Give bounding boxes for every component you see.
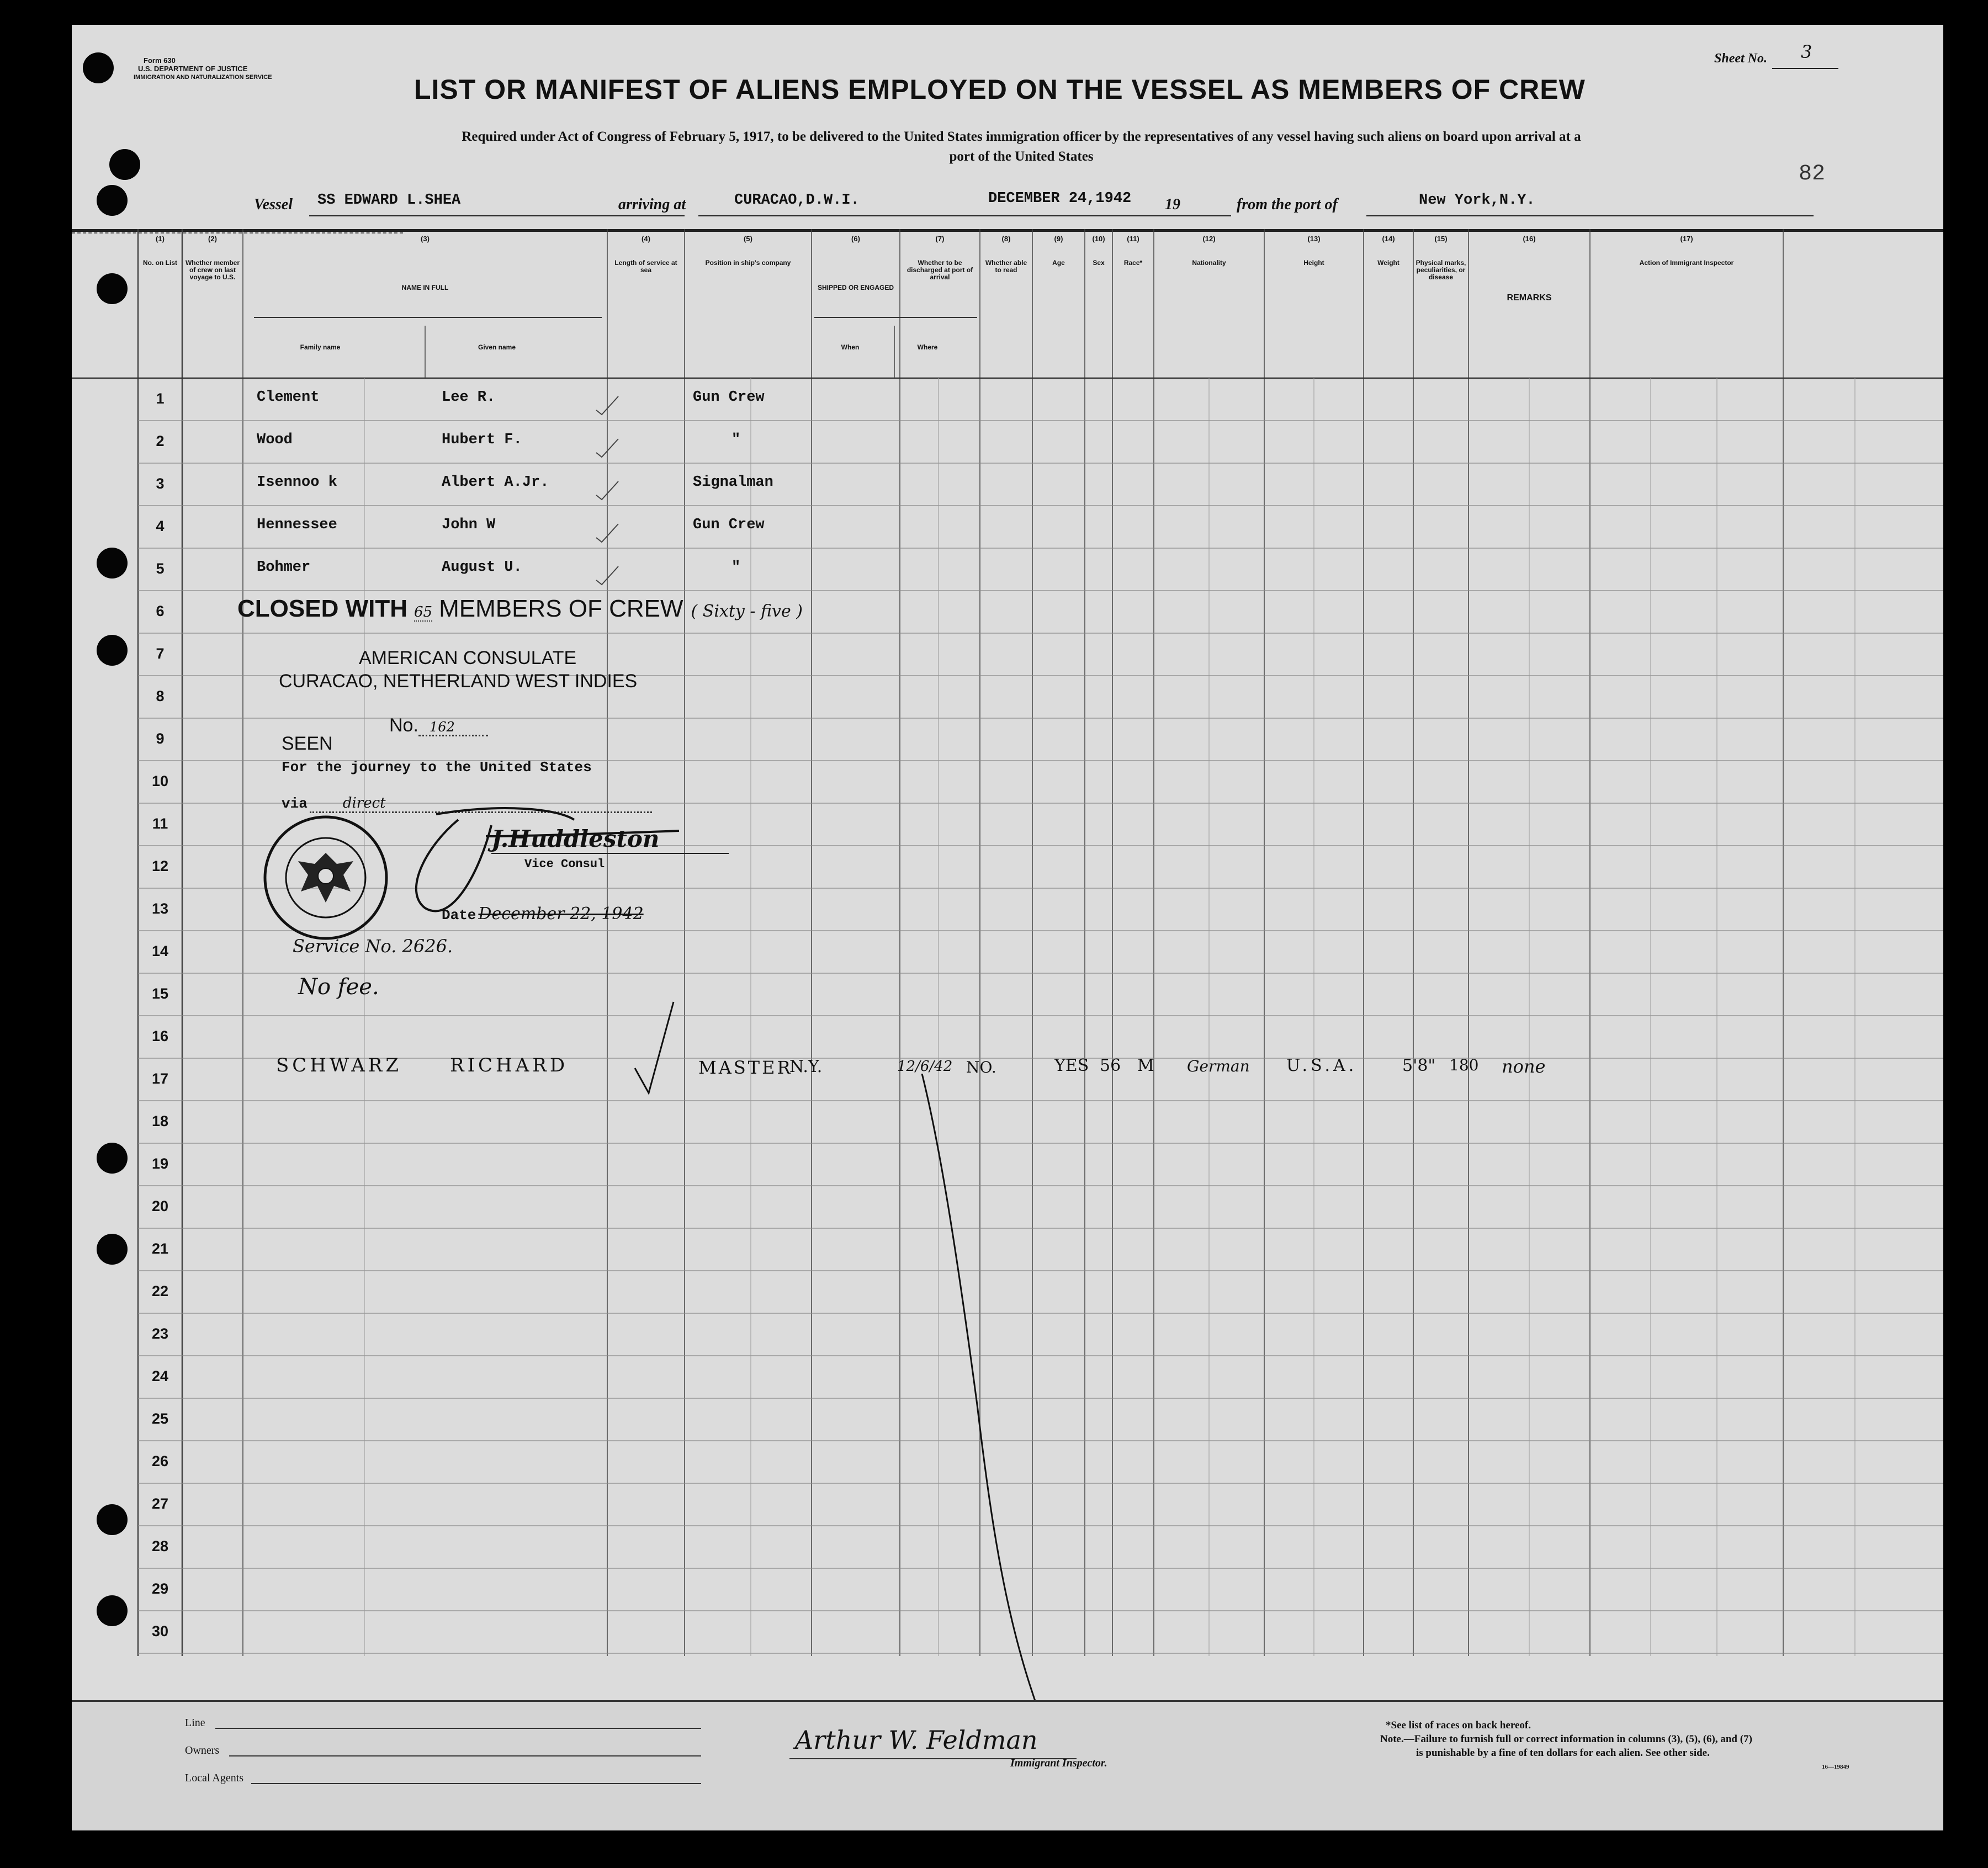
master-engaged-when: 12/6/42 (897, 1058, 953, 1075)
column-header: Whether to be discharged at port of arrival (906, 259, 973, 281)
punch-hole-icon (97, 1504, 128, 1535)
master-family-name: SCHWARZ (276, 1054, 402, 1076)
row-number: 26 (151, 1453, 169, 1469)
row-number: 1 (156, 390, 165, 407)
visa-date-value: December 22, 1942 (478, 904, 644, 924)
from-port: New York,N.Y. (1419, 192, 1535, 209)
row-number: 2 (156, 433, 165, 449)
footer-owners-label: Owners (185, 1744, 220, 1756)
column-header: Race* (1123, 259, 1143, 267)
year-label: 19 (1165, 196, 1180, 213)
row-number: 10 (151, 773, 169, 789)
from-port-line (1366, 215, 1814, 216)
row-number: 17 (151, 1070, 169, 1087)
master-height: 5'8" (1402, 1056, 1436, 1075)
department-name: U.S. DEPARTMENT OF JUSTICE (138, 65, 248, 73)
column-number: (17) (1680, 235, 1693, 243)
master-nationality: U.S.A. (1286, 1056, 1358, 1075)
manifest-sheet (72, 25, 1943, 1829)
punch-hole-icon (83, 52, 114, 83)
arriving-port: CURACAO,D.W.I. (734, 192, 860, 209)
inspector-label: Immigrant Inspector. (1010, 1757, 1107, 1769)
closing-count: 65 (413, 604, 433, 620)
footer-agents-label: Local Agents (185, 1772, 244, 1784)
crew-given-name: John W (442, 517, 496, 533)
subheader-where: Where (917, 343, 938, 351)
footer-note-2: Note.—Failure to furnish full or correct information in columns (3), (5), (6), and (7) (1380, 1733, 1752, 1745)
row-number: 6 (156, 603, 165, 619)
row-number: 8 (156, 688, 165, 704)
punch-hole-icon (97, 1595, 128, 1626)
row-number: 27 (151, 1495, 169, 1512)
row-number: 12 (151, 858, 169, 874)
row-number: 18 (151, 1113, 169, 1129)
consul-signature: J.Huddleston (491, 825, 660, 852)
sheet-label: Sheet No. (1714, 51, 1767, 66)
crew-family-name: Clement (257, 389, 320, 406)
crew-given-name: Hubert F. (442, 432, 522, 448)
crew-given-name: Lee R. (442, 389, 496, 406)
row-number: 9 (156, 730, 165, 747)
footer-note-1: *See list of races on back hereof. (1386, 1720, 1531, 1731)
column-number: (2) (208, 235, 217, 243)
column-header: Sex (1093, 259, 1105, 267)
row-number: 23 (151, 1325, 169, 1342)
master-sex: M (1137, 1056, 1154, 1075)
row-number: 7 (156, 645, 165, 662)
crew-given-name: August U. (442, 559, 522, 576)
via-label: via (282, 795, 308, 812)
column-number: (14) (1382, 235, 1395, 243)
footer-area (72, 1700, 1943, 1830)
master-given-name: RICHARD (450, 1054, 569, 1076)
form-number: Form 630 (144, 56, 176, 65)
consulate-no-value: 162 (418, 719, 488, 736)
column-number: (7) (935, 235, 945, 243)
service-checkmark-icon (593, 564, 621, 586)
footer-owners-rule (229, 1755, 701, 1756)
row-number: 25 (151, 1410, 169, 1427)
crew-position: Gun Crew (693, 389, 765, 406)
consul-line (491, 853, 729, 854)
master-age: 56 (1100, 1056, 1121, 1075)
column-number: (3) (421, 235, 430, 243)
row-number: 20 (151, 1198, 169, 1214)
row-number: 15 (151, 985, 169, 1002)
form-subtitle-2: port of the United States (949, 149, 1094, 164)
column-header: NAME IN FULL (401, 284, 449, 291)
form-subtitle-1: Required under Act of Congress of February 5, 1917, to be delivered to the United States immigration officer by the representatives of any vessel having such aliens on board upon arrival at a (462, 129, 1581, 144)
consulate-number (389, 715, 488, 736)
service-number: Service No. 2626. (293, 936, 453, 957)
column-number: (5) (744, 235, 752, 243)
punch-hole-icon (97, 185, 128, 216)
punch-hole-icon (109, 149, 140, 180)
row-number: 21 (151, 1240, 169, 1257)
column-number: (8) (1001, 235, 1011, 243)
seen-label: SEEN (282, 733, 333, 754)
visa-date (442, 904, 644, 924)
column-header: Nationality (1192, 259, 1226, 267)
master-engaged-where: N.Y. (789, 1057, 823, 1076)
footer-note-3: is punishable by a fine of ten dollars for each alien. See other side. (1416, 1747, 1710, 1759)
row-number: 22 (151, 1283, 169, 1299)
via-value: direct (310, 795, 652, 813)
row-number: 3 (156, 475, 165, 492)
crew-position: " (731, 559, 741, 576)
column-number: (6) (851, 235, 860, 243)
column-number: (4) (642, 235, 650, 243)
column-number: (12) (1202, 235, 1216, 243)
row-number: 16 (151, 1028, 169, 1044)
date-line (933, 215, 1231, 216)
closing-count-words: ( Sixty - five ) (691, 602, 803, 621)
punch-hole-icon (97, 273, 128, 304)
footer-agents-rule (251, 1783, 701, 1784)
column-number: (15) (1434, 235, 1448, 243)
crew-position: " (731, 432, 741, 448)
consulate-no-label: No. (389, 715, 418, 736)
footer-line-label: Line (185, 1717, 205, 1729)
journey-text: For the journey to the United States (282, 759, 592, 776)
service-checkmark-icon (593, 521, 621, 543)
row-number: 13 (151, 900, 169, 917)
service-checkmark-icon (593, 394, 621, 416)
vessel-name: SS EDWARD L.SHEA (317, 192, 461, 209)
punch-hole-icon (97, 1143, 128, 1174)
closed-with-text: CLOSED WITH (237, 595, 407, 622)
master-weight: 180 (1449, 1056, 1479, 1074)
row-number: 5 (156, 560, 165, 577)
row-number: 30 (151, 1623, 169, 1639)
crew-position: Gun Crew (693, 517, 765, 533)
column-header: SHIPPED OR ENGAGED (817, 284, 894, 291)
master-position: MASTER (698, 1057, 793, 1078)
row-number: 29 (151, 1580, 169, 1597)
row-number: 14 (151, 943, 169, 959)
footer-line-rule (215, 1728, 701, 1729)
sheet-line (1772, 68, 1838, 69)
column-number: (9) (1054, 235, 1063, 243)
column-header: Height (1303, 259, 1324, 267)
vessel-label: Vessel (254, 196, 293, 213)
column-number: (11) (1127, 235, 1139, 243)
row-number: 24 (151, 1368, 169, 1384)
column-number: (10) (1092, 235, 1105, 243)
column-number: (13) (1307, 235, 1321, 243)
inspector-signature: Arthur W. Feldman (795, 1725, 1038, 1755)
row-number: 4 (156, 518, 165, 534)
subheader-given-name: Given name (478, 343, 516, 351)
column-number: (1) (156, 235, 165, 243)
master-service-checkmark (624, 996, 679, 1096)
fee-note: No fee. (298, 974, 379, 1000)
row-number: 19 (151, 1155, 169, 1172)
crew-family-name: Bohmer (257, 559, 311, 576)
pen-stroke-line (845, 1074, 1065, 1769)
service-checkmark-icon (593, 479, 621, 501)
column-header: Position in ship's company (705, 259, 791, 267)
punch-hole-icon (97, 548, 128, 579)
crew-family-name: Isennoo k (257, 474, 337, 491)
column-header: Age (1052, 259, 1065, 267)
crew-family-name: Hennessee (257, 517, 337, 533)
footer-code: 16—19849 (1822, 1764, 1849, 1770)
column-header: No. on List (143, 259, 177, 267)
subheader-when: When (841, 343, 860, 351)
arrival-date: DECEMBER 24,1942 (988, 190, 1132, 207)
service-checkmark-icon (593, 436, 621, 458)
visa-date-label: Date (442, 907, 476, 924)
crew-given-name: Albert A.Jr. (442, 474, 549, 491)
column-number: (16) (1523, 235, 1536, 243)
master-race: German (1187, 1057, 1250, 1075)
row-number: 28 (151, 1538, 169, 1554)
column-header: Action of Immigrant Inspector (1639, 259, 1734, 267)
consulate-line-1: AMERICAN CONSULATE (359, 648, 577, 668)
column-header: Whether able to read (985, 259, 1027, 274)
members-of-crew-text: MEMBERS OF CREW (439, 595, 683, 622)
column-header: Whether member of crew on last voyage to U.S. (185, 259, 240, 281)
sheet-number: 3 (1801, 41, 1812, 62)
crew-position: Signalman (693, 474, 773, 491)
column-header: Weight (1377, 259, 1399, 267)
row-number: 11 (152, 815, 168, 832)
page-reference: 82 (1799, 162, 1826, 187)
arriving-label: arriving at (618, 196, 686, 213)
punch-hole-icon (97, 635, 128, 666)
column-header: REMARKS (1507, 293, 1552, 303)
form-title: LIST OR MANIFEST OF ALIENS EMPLOYED ON THE VESSEL AS MEMBERS OF CREW (414, 74, 1586, 105)
column-header: Length of service at sea (614, 259, 677, 274)
subheader-family-name: Family name (300, 343, 341, 351)
crew-family-name: Wood (257, 432, 293, 448)
consul-label: Vice Consul (524, 857, 605, 871)
master-discharged: NO. (966, 1058, 996, 1076)
vessel-line (309, 215, 685, 216)
consulate-seal-icon (259, 809, 392, 947)
service-name: IMMIGRATION AND NATURALIZATION SERVICE (134, 74, 272, 81)
consulate-line-2: CURACAO, NETHERLAND WEST INDIES (279, 671, 638, 692)
master-marks: none (1502, 1056, 1546, 1077)
column-header: Physical marks, peculiarities, or disease (1416, 259, 1466, 281)
punch-hole-icon (97, 1234, 128, 1265)
master-can-read: YES (1054, 1056, 1089, 1075)
from-port-label: from the port of (1237, 196, 1338, 213)
closing-stamp (237, 595, 803, 623)
